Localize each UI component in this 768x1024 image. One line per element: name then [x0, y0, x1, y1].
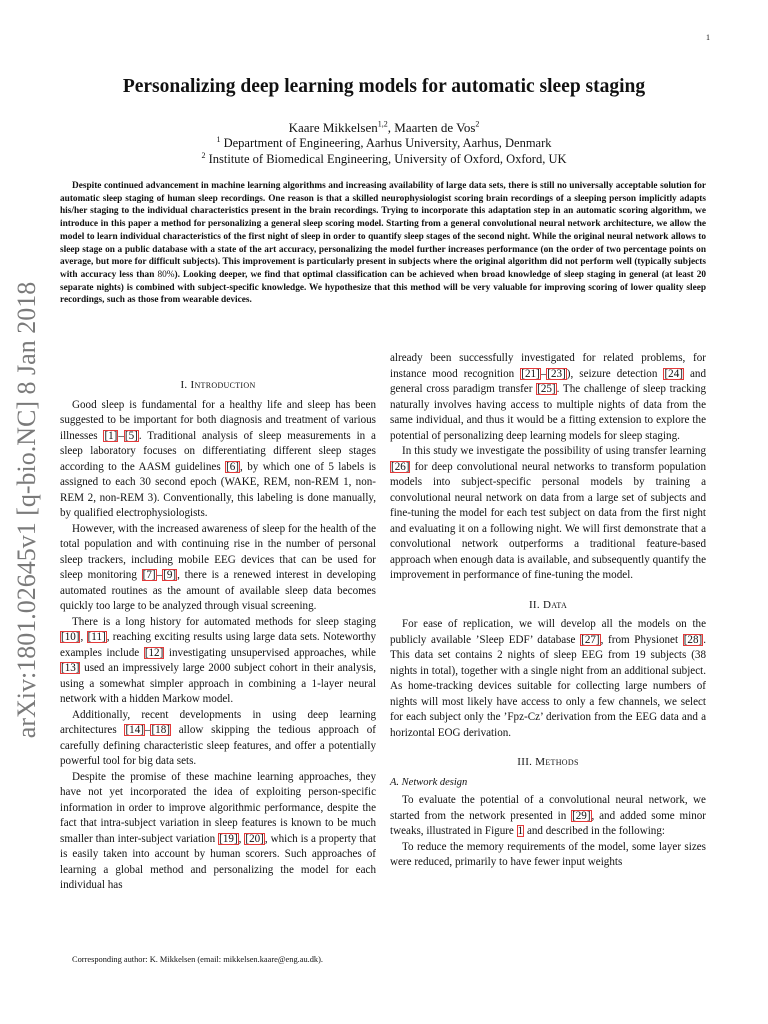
- paragraph: There is a long history for automated methods for sleep staging [10], [11], reaching exciting results using large data sets. Noteworthy examples include [12] investigating unsupervised approaches, while [13] used an impressively large 2000 subject cohort in their analysis, using a somewhat simpler approach in combining a 1-layer neural network with a hidden Markow model.: [60, 615, 377, 705]
- author-list: [60, 120, 708, 136]
- citation-link[interactable]: [18]: [151, 724, 170, 736]
- section-spacer: [390, 584, 706, 598]
- citation-link[interactable]: [12]: [144, 646, 164, 659]
- paragraph: To evaluate the potential of a convolutional neural network, we started from the network presented in [29], and added some minor tweaks, illustrated in Figure 1 and described in the following:: [390, 794, 706, 837]
- abstract-percentage: 80%: [157, 269, 175, 280]
- affiliation-line: [60, 136, 708, 151]
- citation-link[interactable]: [27]: [581, 633, 600, 646]
- citation-link[interactable]: [9]: [163, 569, 177, 581]
- author-name: Kaare Mikkelsen: [288, 120, 378, 135]
- paragraph: However, with the increased awareness of sleep for the health of the total population and with continuing rise in the number of personal sleep trackers, including mobile EEG devices that can be used for sleep monitoring [7]–[9], there is a renewed interest in developing automated routines as the amount of available sleep data becomes quickly too large to be analyzed through visual screening.: [60, 522, 376, 612]
- affiliation-marker: 2: [201, 150, 206, 160]
- citation-link[interactable]: [5]: [124, 429, 138, 442]
- citation-link[interactable]: [24]: [664, 367, 683, 380]
- citation-link[interactable]: [25]: [537, 383, 556, 395]
- paragraph: In this study we investigate the possibility of using transfer learning [26] for deep convolutional neural networks to transform population models into subject-specific personal models by training a convolutional neural network on data from a large set of subjects and fine-tuning the model for each test subject on data from the first night and evaluating it on a following night. We will first demonstrate that a convolutional network outperforms a traditional feature-based approach when enough data is available, and subsequently quantify the improvement in performance of fine-tuning the model.: [390, 445, 706, 581]
- paragraph: For ease of replication, we will develop all the models on the publicly available ’Sleep EDF’ database [27], from Physionet [28]. This data set contains 2 nights of sleep EEG from 19 subjects (38 nights in total), together with a single night from an additional subject. As home-tracking devices suitable for collecting large numbers of nights will most likely have access to only a few channels, we select for each subject only the ’Fpz-Cz’ derivation from the EEG data and a horizontal EOG derivation.: [390, 618, 706, 739]
- affiliation-text: Institute of Biomedical Engineering, University of Oxford, Oxford, UK: [208, 152, 567, 166]
- paragraph: Despite the promise of these machine learning approaches, they have not yet incorporated the idea of exploiting person-specific information in order to improve algorithmic performance, despite the fact that intra-subject variation in sleep features is known to be much smaller than inter-subject variation [19], [20], which is a property that is easily taken into account by human scorers. Such approaches of learning a global method and personalizing the model for each individual has: [60, 770, 376, 891]
- citation-link[interactable]: [29]: [572, 809, 591, 822]
- section-heading-data: II. Data: [528, 598, 568, 611]
- paragraph: To reduce the memory requirements of the model, some layer sizes were reduced, primarily to have fewer input weights: [390, 840, 706, 868]
- author-name: Maarten de Vos: [394, 120, 476, 135]
- citation-link[interactable]: [14]: [125, 724, 144, 736]
- citation-link[interactable]: [28]: [683, 633, 703, 646]
- paper-title: Personalizing deep learning models for automatic sleep staging: [122, 76, 646, 97]
- author-affiliation-marker: 2: [475, 119, 480, 129]
- citation-link[interactable]: [20]: [245, 832, 264, 845]
- citation-link[interactable]: [7]: [142, 569, 156, 581]
- page-number: 1: [706, 33, 710, 42]
- citation-link[interactable]: [13]: [61, 662, 80, 674]
- citation-link[interactable]: [11]: [87, 631, 106, 643]
- abstract-text: ). Looking deeper, we find that optimal classification can be achieved when broad knowledge of sleep staging in general (at least 20 separate nights) is combined with subject-specific knowledge. We hypothesize that this method will be very valuable for improving scoring of lower quality sleep recordings, such as those from wearable devices.: [60, 269, 707, 306]
- abstract: [60, 180, 706, 307]
- paragraph: Good sleep is fundamental for a healthy life and sleep has been suggested to be important for both diagnosis and treatment of various illnesses [1]–[5]. Traditional analysis of sleep measurements in a sleep laboratory focuses on differentiating different sleep stages according to the AASM guidelines [6], by which one of 5 labels is assigned to each 30 second epoch (WAKE, REM, non-REM 1, non-REM 2, non-REM 3). Conventionally, this labeling is done manually, by qualified electrophysiologists.: [60, 398, 376, 519]
- citation-link[interactable]: [10]: [61, 631, 80, 643]
- affiliation-text: Department of Engineering, Aarhus University, Aarhus, Denmark: [223, 136, 552, 150]
- author-affiliation-marker: 1,2: [377, 119, 388, 129]
- citation-link[interactable]: [6]: [226, 460, 239, 473]
- left-column: [60, 378, 376, 894]
- citation-link[interactable]: [1]: [104, 429, 118, 442]
- author-separator: ,: [387, 120, 395, 135]
- affiliation-line: [60, 152, 708, 167]
- figure-link[interactable]: 1: [517, 825, 524, 837]
- corresponding-author-footnote: Corresponding author: K. Mikkelsen (email: mikkelsen.kaare@eng.au.dk).: [72, 955, 323, 964]
- citation-link[interactable]: [23]: [547, 367, 566, 380]
- section-spacer: [390, 741, 706, 755]
- section-heading-methods: III. Methods: [517, 756, 579, 768]
- citation-link[interactable]: [21]: [521, 367, 540, 380]
- paragraph: already been successfully investigated for related problems, for instance mood recognition [21]–[23]), seizure detection [24] and general cross paradigm transfer [25]. The challenge of sleep tracking naturally involves having access to multiple nights of data from the same individual, and thus it would be a fitting extension to explore the potential of personalizing deep learning models for sleep staging.: [390, 352, 706, 442]
- abstract-text: Despite continued advancement in machine learning algorithms and increasing availability of large data sets, there is still no universally acceptable solution for automatic sleep staging of human sleep recordings. One reason is that a skilled neurophysiologist scoring brain recordings of a sleeping person implicitly adapts his/her staging to the individual characteristics present in the brain recordings. Trying to incorporate this adaptation step in an automatic scoring algorithm, we introduce in this paper a method for personalizing a general sleep scoring model. Starting from a general convolutional neural network architecture, we allow the model to learn individual characteristics of the first night of sleep in order to quantify sleep stages of the second night. While the original neural network allows to sleep stage on a public database with a state of the art accuracy, personalizing the model further increases performance (on the order of two percentage points on average, but more for difficult subjects). This improvement is particularly present in subjects where the original algorithm did not perform well (typically subjects with accuracy less than: [60, 181, 706, 280]
- citation-link[interactable]: [19]: [219, 832, 238, 845]
- arxiv-identifier-stamp[interactable]: arXiv:1801.02645v1 [q-bio.NC] 8 Jan 2018: [12, 281, 41, 739]
- affiliation-marker: 1: [216, 134, 221, 144]
- section-heading-introduction: I. Introduction: [180, 379, 256, 391]
- citation-link[interactable]: [26]: [391, 460, 410, 473]
- right-column: [390, 351, 706, 871]
- paragraph: Additionally, recent developments in using deep learning architectures [14]–[18] allow skipping the tedious approach of carefully defining characteristic sleep features, and offer a potentially powerful tool for big data sets.: [60, 708, 376, 767]
- subsection-heading-network-design: A. Network design: [390, 776, 468, 788]
